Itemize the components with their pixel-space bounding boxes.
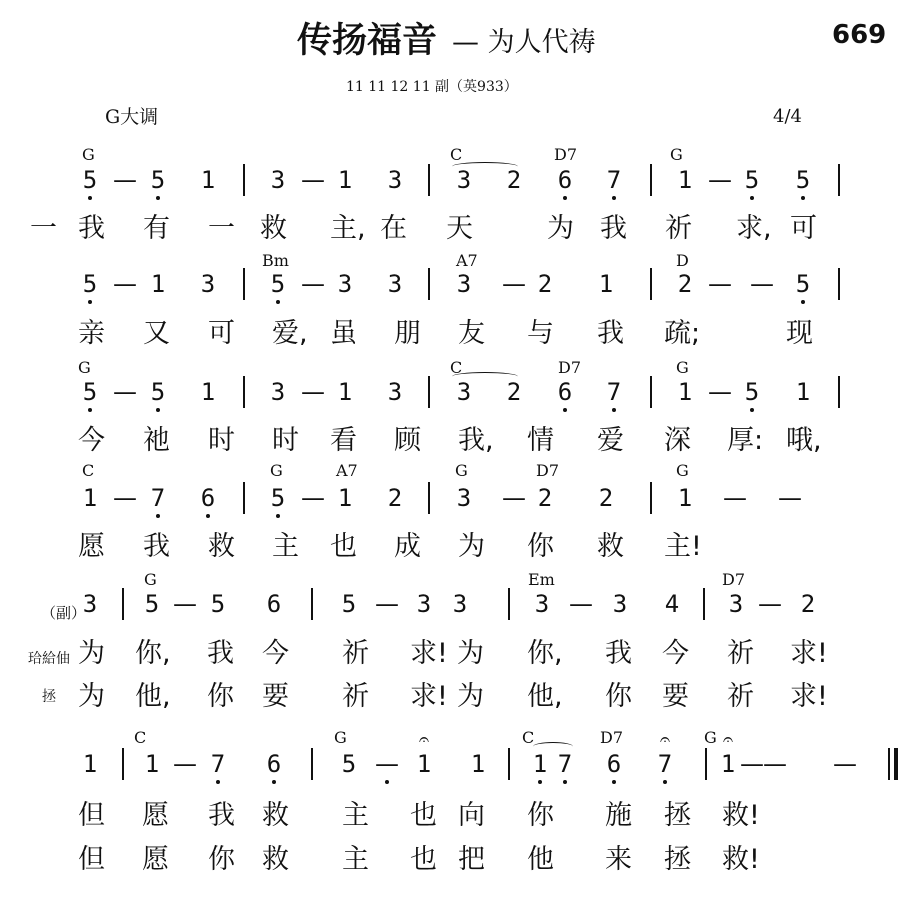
lyric-syllable: 把	[458, 844, 485, 875]
lyric-syllable: 深	[664, 425, 691, 456]
chord-symbol: G	[676, 358, 689, 377]
note-numeral: 2	[537, 484, 553, 512]
lyric-syllable: 主	[342, 844, 369, 875]
octave-dot	[276, 300, 280, 304]
lyric-syllable: 疏;	[664, 318, 701, 349]
octave-dot	[88, 196, 92, 200]
lyric-syllable: 为	[457, 638, 484, 669]
lyric-syllable: 愿	[142, 844, 169, 875]
octave-dot	[801, 300, 805, 304]
lyric-syllable: 主	[272, 531, 299, 562]
key-signature: G大调	[105, 106, 159, 128]
lyric-syllable: 救	[262, 844, 289, 875]
lyric-syllable: 厚:	[727, 425, 764, 456]
note-numeral: 4	[664, 590, 680, 618]
chord-symbol: Em	[528, 570, 555, 589]
octave-dot	[385, 780, 389, 784]
chord-symbol: G	[704, 728, 717, 747]
note-numeral: 3	[200, 270, 216, 298]
lyric-syllable: 但	[78, 800, 105, 831]
lyric-syllable: 求,	[736, 213, 772, 244]
note-numeral: 3	[456, 166, 472, 194]
note-numeral: 3	[456, 270, 472, 298]
tie-slur	[452, 372, 518, 381]
bar-line	[508, 588, 510, 620]
verse1-side-label: 珨給伷	[28, 651, 70, 667]
lyric-syllable: 今	[662, 638, 689, 669]
bar-line	[428, 376, 430, 408]
tie-slur	[452, 162, 518, 171]
note-numeral: 2	[598, 484, 614, 512]
lyric-syllable: 今	[262, 638, 289, 669]
lyric-syllable: 主!	[664, 531, 702, 562]
lyric-syllable: 救	[208, 531, 235, 562]
chord-symbol: G	[676, 461, 689, 480]
lyric-syllable: 看	[330, 425, 357, 456]
chord-symbol: A7	[456, 251, 478, 270]
octave-dot	[272, 780, 276, 784]
refrain-label: （副）	[41, 604, 87, 622]
bar-line	[311, 748, 313, 780]
lyric-syllable: 他,	[135, 681, 171, 712]
bar-line	[705, 748, 707, 780]
note-numeral: 3	[456, 484, 472, 512]
lyric-syllable: 祈	[342, 681, 369, 712]
note-numeral: 3	[387, 270, 403, 298]
double-bar-line	[888, 748, 890, 780]
bar-line	[838, 376, 840, 408]
note-numeral: 1	[598, 270, 614, 298]
tie-slur	[533, 742, 573, 751]
bar-line	[428, 482, 430, 514]
lyric-syllable: 要	[262, 681, 289, 712]
note-numeral: 1	[200, 166, 216, 194]
sustain-dash: —	[569, 590, 593, 618]
note-numeral: 1	[150, 270, 166, 298]
chord-symbol: D7	[600, 728, 624, 747]
note-numeral: 5	[341, 590, 357, 618]
sustain-dash: —	[708, 270, 732, 298]
lyric-syllable: 求!	[410, 638, 448, 669]
note-numeral: 7	[606, 166, 622, 194]
sustain-dash: —	[113, 484, 137, 512]
lyric-syllable: 时	[208, 425, 235, 456]
note-numeral: 6	[200, 484, 216, 512]
note-numeral: 2	[506, 378, 522, 406]
chord-symbol: G	[144, 570, 157, 589]
lyric-syllable: 也	[410, 844, 437, 875]
lyric-syllable: 亲	[78, 318, 105, 349]
note-numeral: 5	[744, 166, 760, 194]
note-numeral: 5	[82, 378, 98, 406]
fermata-mark: 𝄐	[722, 729, 734, 750]
note-numeral: 1	[416, 750, 432, 778]
note-numeral: 1	[677, 166, 693, 194]
sustain-dash: —	[778, 484, 802, 512]
note-numeral: 7	[557, 750, 573, 778]
lyric-syllable: 有	[143, 213, 170, 244]
chord-symbol: C	[522, 728, 535, 747]
note-numeral: 7	[606, 378, 622, 406]
octave-dot	[156, 196, 160, 200]
lyric-syllable: 友	[458, 318, 485, 349]
lyric-syllable: 又	[143, 318, 170, 349]
note-numeral: 5	[150, 378, 166, 406]
note-numeral: 5	[144, 590, 160, 618]
octave-dot	[801, 196, 805, 200]
note-numeral: 1	[337, 166, 353, 194]
chord-symbol: D7	[722, 570, 746, 589]
octave-dot	[612, 780, 616, 784]
octave-dot	[538, 780, 542, 784]
lyric-syllable: 今	[78, 425, 105, 456]
bar-line	[650, 482, 652, 514]
note-numeral: 2	[387, 484, 403, 512]
note-numeral: 1	[720, 750, 736, 778]
lyric-syllable: 成	[394, 531, 421, 562]
chord-symbol: C	[134, 728, 147, 747]
lyric-syllable: 你	[207, 681, 234, 712]
note-numeral: 6	[557, 166, 573, 194]
hymn-number: 669	[832, 20, 887, 50]
lyric-syllable: 与	[527, 318, 554, 349]
octave-dot	[88, 408, 92, 412]
sustain-dash: —	[723, 484, 747, 512]
bar-line	[650, 376, 652, 408]
lyric-syllable: 我	[78, 213, 105, 244]
lyric-syllable: 主,	[330, 213, 366, 244]
fermata-mark: 𝄐	[418, 729, 430, 750]
lyric-syllable: 为	[457, 681, 484, 712]
lyric-syllable: 为	[78, 681, 105, 712]
sustain-dash: —	[173, 750, 197, 778]
note-numeral: 5	[795, 166, 811, 194]
lyric-syllable: 救!	[722, 844, 760, 875]
meter-line: 11 11 12 11 副（英933）	[346, 79, 518, 95]
time-signature: 4/4	[773, 106, 802, 127]
verse2-side-label: 拯	[42, 689, 56, 705]
lyric-syllable: 施	[605, 800, 632, 831]
octave-dot	[156, 514, 160, 518]
note-numeral: 3	[456, 378, 472, 406]
sustain-dash: —	[113, 166, 137, 194]
octave-dot	[663, 780, 667, 784]
note-numeral: 7	[150, 484, 166, 512]
note-numeral: 6	[266, 590, 282, 618]
chord-symbol: D7	[554, 145, 578, 164]
bar-line	[650, 164, 652, 196]
lyric-syllable: 我,	[458, 425, 494, 456]
lyric-syllable: 愿	[142, 800, 169, 831]
lyric-syllable: 现	[786, 318, 813, 349]
lyric-syllable: 也	[410, 800, 437, 831]
note-numeral: 5	[795, 270, 811, 298]
lyric-syllable: 祂	[143, 425, 170, 456]
chord-symbol: G	[82, 145, 95, 164]
lyric-syllable: 我	[208, 800, 235, 831]
bar-line	[650, 268, 652, 300]
note-numeral: 3	[387, 378, 403, 406]
note-numeral: 7	[210, 750, 226, 778]
note-numeral: 1	[470, 750, 486, 778]
note-numeral: 7	[657, 750, 673, 778]
sustain-dash: —	[301, 166, 325, 194]
note-numeral: 1	[200, 378, 216, 406]
fermata-mark: 𝄐	[659, 729, 671, 750]
lyric-syllable: 来	[605, 844, 632, 875]
bar-line	[122, 748, 124, 780]
lyric-syllable: 求!	[410, 681, 448, 712]
chord-symbol: A7	[336, 461, 358, 480]
lyric-syllable: 你	[527, 800, 554, 831]
note-numeral: 3	[270, 166, 286, 194]
bar-line	[243, 482, 245, 514]
note-numeral: 6	[557, 378, 573, 406]
sustain-dash: —	[740, 750, 764, 778]
sustain-dash: —	[113, 270, 137, 298]
bar-line	[508, 748, 510, 780]
lyric-syllable: 救	[597, 531, 624, 562]
chord-symbol: G	[78, 358, 91, 377]
note-numeral: 3	[337, 270, 353, 298]
lyric-syllable: 他,	[527, 681, 563, 712]
bar-line	[428, 268, 430, 300]
chord-symbol: G	[670, 145, 683, 164]
lyric-syllable: 拯	[664, 844, 691, 875]
lyric-syllable: 为	[458, 531, 485, 562]
octave-dot	[563, 780, 567, 784]
lyric-syllable: 哦,	[786, 425, 822, 456]
note-numeral: 3	[270, 378, 286, 406]
note-numeral: 3	[452, 590, 468, 618]
note-numeral: 2	[506, 166, 522, 194]
lyric-syllable: 救!	[722, 800, 760, 831]
bar-line	[311, 588, 313, 620]
note-numeral: 3	[82, 590, 98, 618]
double-bar-line	[894, 748, 898, 780]
note-numeral: 2	[800, 590, 816, 618]
note-numeral: 1	[677, 378, 693, 406]
lyric-syllable: 祈	[342, 638, 369, 669]
sustain-dash: —	[301, 378, 325, 406]
octave-dot	[276, 514, 280, 518]
lyric-syllable: 求!	[790, 681, 828, 712]
lyric-syllable: 你	[605, 681, 632, 712]
lyric-syllable: 拯	[664, 800, 691, 831]
hymn-title: 传扬福音	[297, 21, 438, 61]
sustain-dash: —	[758, 590, 782, 618]
octave-dot	[563, 408, 567, 412]
lyric-syllable: 时	[272, 425, 299, 456]
note-numeral: 3	[416, 590, 432, 618]
lyric-syllable: 向	[458, 800, 485, 831]
chord-symbol: C	[450, 358, 463, 377]
sustain-dash: —	[750, 270, 774, 298]
lyric-syllable: 我	[600, 213, 627, 244]
lyric-syllable: 祈	[727, 638, 754, 669]
octave-dot	[750, 408, 754, 412]
lyric-syllable: 你,	[135, 638, 171, 669]
chord-symbol: D	[676, 251, 689, 270]
note-numeral: 2	[677, 270, 693, 298]
note-numeral: 5	[82, 270, 98, 298]
lyric-syllable: 天	[446, 213, 473, 244]
lyric-syllable: 情	[527, 425, 554, 456]
lyric-syllable: 愿	[78, 531, 105, 562]
note-numeral: 2	[537, 270, 553, 298]
note-numeral: 1	[795, 378, 811, 406]
lyric-syllable: 祈	[727, 681, 754, 712]
note-numeral: 1	[337, 378, 353, 406]
sustain-dash: —	[173, 590, 197, 618]
note-numeral: 1	[532, 750, 548, 778]
note-numeral: 1	[82, 750, 98, 778]
octave-dot	[750, 196, 754, 200]
bar-line	[243, 164, 245, 196]
lyric-syllable: 你,	[527, 638, 563, 669]
lyric-syllable: 在	[380, 213, 407, 244]
lyric-syllable: 爱	[597, 425, 624, 456]
note-numeral: 5	[210, 590, 226, 618]
chord-symbol: C	[450, 145, 463, 164]
sustain-dash: —	[708, 166, 732, 194]
octave-dot	[216, 780, 220, 784]
note-numeral: 5	[82, 166, 98, 194]
lyric-syllable: 一	[208, 213, 235, 244]
lyric-syllable: 为	[547, 213, 574, 244]
note-numeral: 5	[270, 270, 286, 298]
sustain-dash: —	[301, 270, 325, 298]
note-numeral: 1	[144, 750, 160, 778]
octave-dot	[206, 514, 210, 518]
lyric-syllable: 我	[605, 638, 632, 669]
note-numeral: 1	[337, 484, 353, 512]
lyric-syllable: 虽	[330, 318, 357, 349]
sustain-dash: —	[113, 378, 137, 406]
lyric-syllable: 为	[78, 638, 105, 669]
bar-line	[243, 268, 245, 300]
chord-symbol: D7	[558, 358, 582, 377]
chord-symbol: C	[82, 461, 95, 480]
lyric-syllable: 求!	[790, 638, 828, 669]
bar-line	[122, 588, 124, 620]
lyric-syllable: 救	[262, 800, 289, 831]
note-numeral: 5	[270, 484, 286, 512]
octave-dot	[563, 196, 567, 200]
sustain-dash: —	[375, 750, 399, 778]
lyric-syllable: 主	[342, 800, 369, 831]
hymn-subtitle: — 为人代祷	[452, 27, 596, 58]
note-numeral: 3	[387, 166, 403, 194]
octave-dot	[612, 408, 616, 412]
bar-line	[243, 376, 245, 408]
lyric-syllable: 要	[662, 681, 689, 712]
sustain-dash: —	[833, 750, 857, 778]
chord-symbol: G	[334, 728, 347, 747]
lyric-syllable: 朋	[394, 318, 421, 349]
octave-dot	[612, 196, 616, 200]
note-numeral: 1	[82, 484, 98, 512]
note-numeral: 3	[612, 590, 628, 618]
note-numeral: 3	[728, 590, 744, 618]
chord-symbol: Bm	[262, 251, 289, 270]
lyric-syllable: 一	[30, 213, 57, 244]
sustain-dash: —	[301, 484, 325, 512]
lyric-syllable: 但	[78, 844, 105, 875]
lyric-syllable: 可	[208, 318, 235, 349]
bar-line	[838, 164, 840, 196]
octave-dot	[156, 408, 160, 412]
lyric-syllable: 爱,	[272, 318, 308, 349]
lyric-syllable: 也	[330, 531, 357, 562]
note-numeral: 3	[534, 590, 550, 618]
lyric-syllable: 顾	[394, 425, 421, 456]
sustain-dash: —	[708, 378, 732, 406]
lyric-syllable: 我	[207, 638, 234, 669]
lyric-syllable: 祈	[665, 213, 692, 244]
lyric-syllable: 他	[527, 844, 554, 875]
chord-symbol: D7	[536, 461, 560, 480]
note-numeral: 5	[341, 750, 357, 778]
note-numeral: 6	[606, 750, 622, 778]
note-numeral: 5	[744, 378, 760, 406]
note-numeral: 1	[677, 484, 693, 512]
lyric-syllable: 你	[208, 844, 235, 875]
chord-symbol: G	[455, 461, 468, 480]
chord-symbol: G	[270, 461, 283, 480]
sustain-dash: —	[375, 590, 399, 618]
sustain-dash: —	[502, 484, 526, 512]
bar-line	[838, 268, 840, 300]
lyric-syllable: 你	[527, 531, 554, 562]
lyric-syllable: 可	[790, 213, 817, 244]
sustain-dash: —	[502, 270, 526, 298]
note-numeral: 5	[150, 166, 166, 194]
lyric-syllable: 我	[143, 531, 170, 562]
lyric-syllable: 救	[260, 213, 287, 244]
octave-dot	[88, 300, 92, 304]
lyric-syllable: 我	[597, 318, 624, 349]
note-numeral: 6	[266, 750, 282, 778]
bar-line	[703, 588, 705, 620]
sustain-dash: —	[763, 750, 787, 778]
bar-line	[428, 164, 430, 196]
